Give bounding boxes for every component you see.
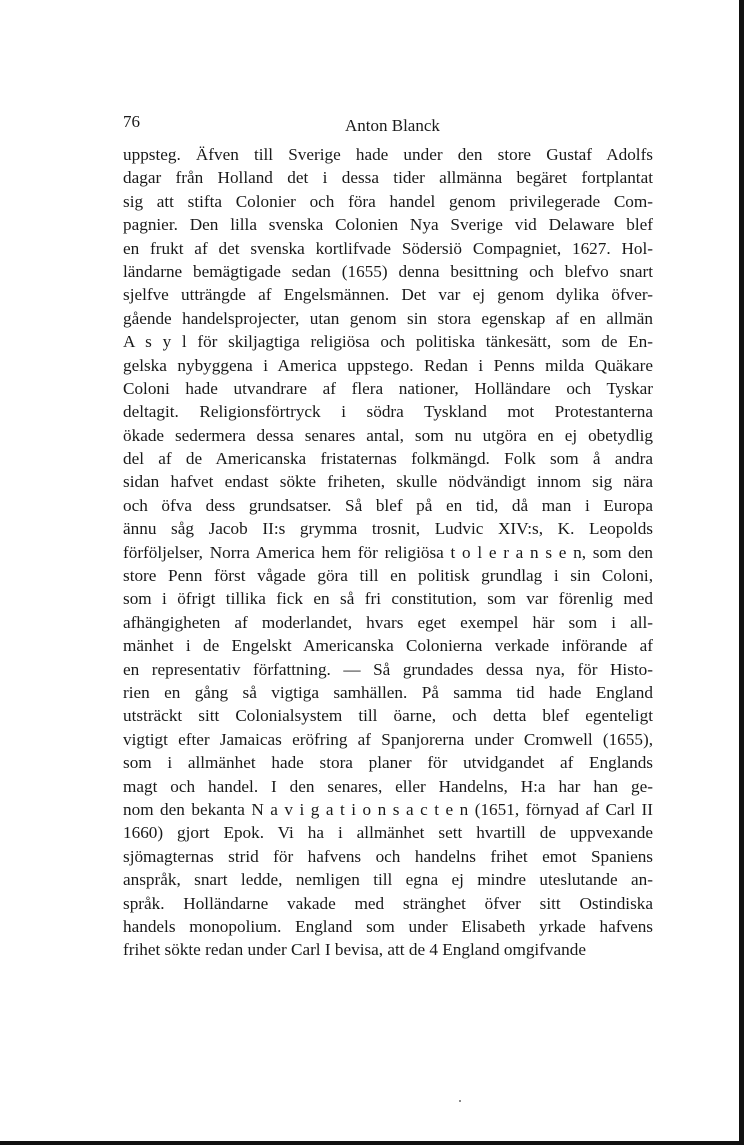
text-line: pagnier. Den lilla svenska Colonien Nya Sverige vid Delaware blef — [123, 215, 653, 235]
running-head — [123, 112, 653, 136]
text-line: och öfva dess grundsatser. Så blef på en tid, då man i Europa — [123, 495, 653, 515]
text-line: rien en gång så vigtiga samhällen. På samma tid hade England — [123, 682, 653, 702]
text-line: språk. Holländarne vakade med stränghet öfver sitt Ostindiska — [123, 893, 653, 913]
text-line: som i allmänhet hade stora planer för utvidgandet af Englands — [123, 753, 653, 773]
text-line: mänhet i de Engelskt Americanska Colonierna verkade införande af — [123, 636, 653, 656]
text-line: del af de Americanska fristaternas folkmängd. Folk som å andra — [123, 449, 653, 469]
text-line: afhängigheten af moderlandet, hvars eget exempel här som i all- — [123, 612, 653, 632]
text-line: A s y l för skiljagtiga religiösa och politiska tänkesätt, som de En- — [123, 332, 653, 352]
text-line: sjelfve utträngde af Engelsmännen. Det var ej genom dylika öfver- — [123, 285, 653, 305]
text-line: en frukt af det svenska kortlifvade Södersiö Compagniet, 1627. Hol- — [123, 238, 653, 258]
text-line: handels monopolium. England som under Elisabeth yrkade hafvens — [123, 916, 653, 936]
text-line: sjömagternas strid för hafvens och handelns frihet emot Spaniens — [123, 846, 653, 866]
text-line: anspråk, snart ledde, nemligen till egna ej mindre uteslutande an- — [123, 870, 653, 890]
text-line: Coloni hade utvandrare af flera nationer, Holländare och Tyskar — [123, 378, 653, 398]
text-line: uppsteg. Äfven till Sverige hade under den store Gustaf Adolfs — [123, 145, 653, 164]
text-line: 1660) gjort Epok. Vi ha i allmänhet sett hvartill de uppvexande — [123, 823, 653, 843]
text-line: nom den bekanta N a v i g a t i o n s a c t e n (1651, förnyad af Carl II — [123, 799, 653, 819]
text-line: magt och handel. I den senares, eller Handelns, H:a har han ge- — [123, 776, 653, 796]
text-line: ännu såg Jacob II:s grymma trosnit, Ludvic XIV:s, K. Leopolds — [123, 519, 653, 539]
scan-edge-bottom — [0, 1141, 744, 1145]
text-line: deltagit. Religionsförtryck i södra Tyskland mot Protestanterna — [123, 402, 653, 422]
text-line: ländarne bemägtigade sedan (1655) denna besittning och blefvo snart — [123, 261, 653, 281]
text-line: sig att stifta Colonier och föra handel genom privilegerade Com- — [123, 191, 653, 211]
text-line: sidan hafvet endast sökte friheten, skulle nödvändigt innom sig nära — [123, 472, 653, 492]
text-line: ökade sedermera dessa senares antal, som nu utgöra en ej obetydlig — [123, 425, 653, 445]
scan-edge-right — [739, 0, 744, 1145]
page-number: 76 — [123, 112, 140, 131]
header-author: Anton Blanck — [345, 116, 440, 135]
text-line: frihet sökte redan under Carl I bevisa, att de 4 England omgifvande — [123, 940, 586, 960]
text-line: store Penn först vågade göra till en politisk grundlag i sin Coloni, — [123, 566, 653, 586]
text-line: som i öfrigt tillika fick en så fri constitution, som var förenlig med — [123, 589, 653, 609]
text-line: dagar från Holland det i dessa tider allmänna begäret fortplantat — [123, 168, 653, 188]
scan-speck — [459, 1100, 461, 1102]
text-line: förföljelser, Norra America hem för religiösa t o l e r a n s e n, som den — [123, 542, 653, 562]
text-line: utsträckt sitt Colonialsystem till öarne, och detta blef egenteligt — [123, 706, 653, 726]
text-line: gående handelsprojecter, utan genom sin stora egenskap af en allmän — [123, 308, 653, 328]
text-line: vigtigt efter Jamaicas eröfring af Spanjorerna under Cromwell (1655), — [123, 729, 653, 749]
text-line: gelska nybyggena i America uppstego. Redan i Penns milda Quäkare — [123, 355, 653, 375]
text-line: en representativ författning. — Så grundades dessa nya, för Histo- — [123, 659, 653, 679]
body-text — [123, 143, 653, 962]
